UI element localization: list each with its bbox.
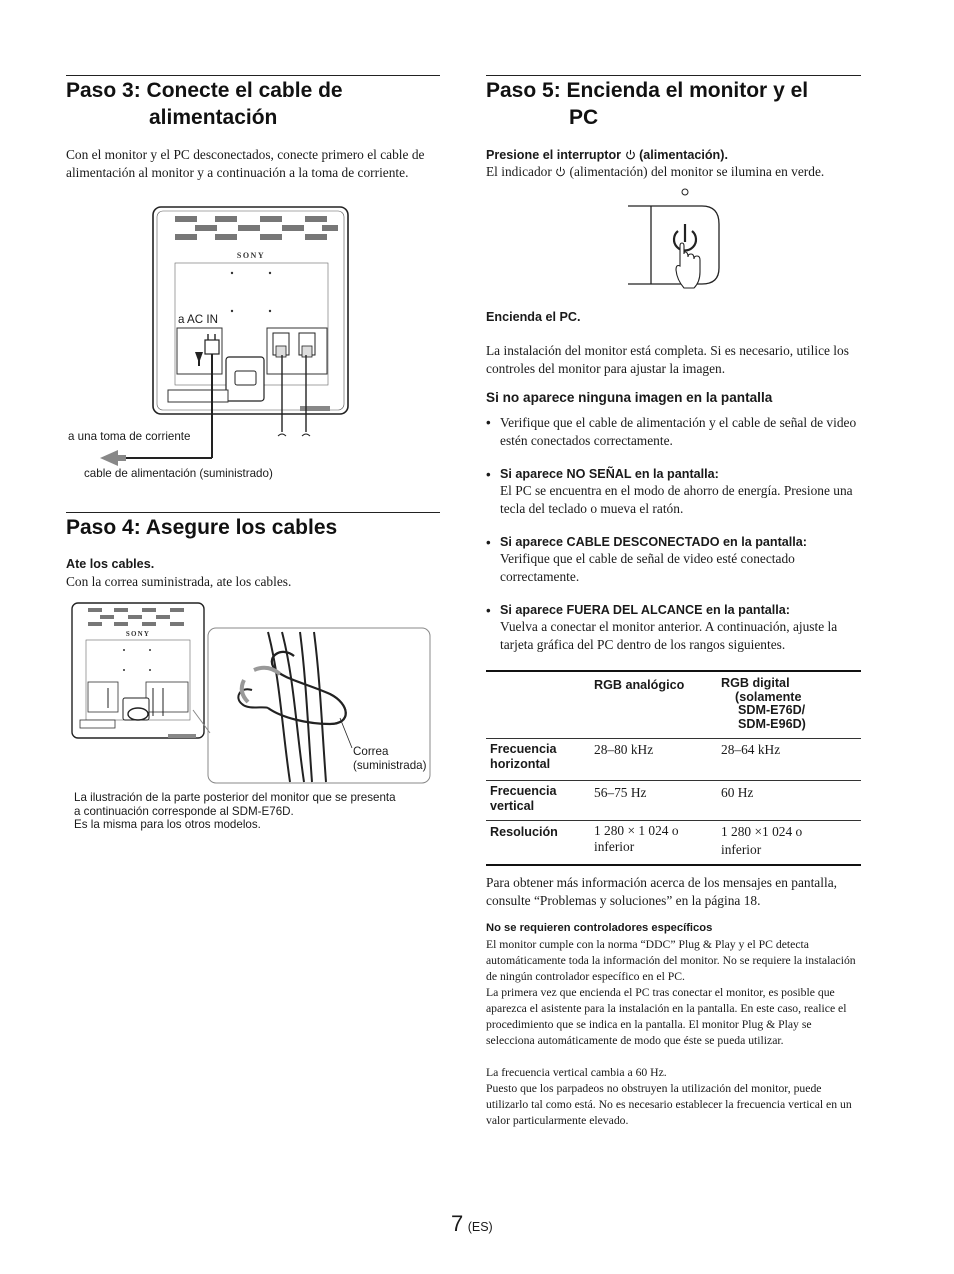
bullet-label: • Si aparece NO SEÑAL en la pantalla:: [500, 467, 719, 481]
step1-body-a: El indicador: [486, 164, 552, 179]
label-toma-corriente: a una toma de corriente: [68, 430, 191, 443]
paso5-heading-line1: Paso 5: Encienda el monitor y el: [486, 79, 809, 102]
cell-line-1: 1 280 × 1 024 o: [594, 823, 679, 838]
table-cell-label: [486, 739, 594, 781]
paso5-heading: [486, 77, 866, 131]
label-correa-line1: Correa: [353, 745, 389, 758]
paso3-heading: [66, 77, 446, 131]
table-row: [486, 821, 861, 866]
header-model-2: SDM-E96D): [738, 716, 806, 731]
drivers-paragraph-1: El monitor cumple con la norma “DDC” Plug & Play y el PC detecta automáticamente toda la información del monitor. No se requiere la instalación de ningún controlador específico en el PC.: [486, 938, 856, 983]
monitor-rear-power-illustration: [60, 200, 360, 490]
table-header-row: [486, 671, 861, 739]
note-line2: a continuación corresponde al SDM-E76D.: [74, 804, 294, 818]
more-info-text: Para obtener más información acerca de los mensajes en pantalla, consulte “Problemas y soluciones” en la página 18.: [486, 875, 837, 908]
page-number: [451, 1211, 493, 1237]
table-row: [486, 739, 861, 781]
header-model-1: SDM-E76D/: [738, 703, 806, 717]
drivers-text: [486, 937, 862, 1129]
table-cell-label: [486, 781, 594, 821]
header-solamente: (solamente: [735, 689, 802, 704]
cell-line-1: 1 280 ×1 024 o: [721, 824, 803, 839]
list-item: [486, 602, 862, 653]
drivers-paragraph-4: Puesto que los parpadeos no obstruyen la utilización del monitor, puede utilizarlo tal como está. No es necesario establecer la frecuencia vertical en un valor particularmente elevado.: [486, 1082, 852, 1127]
bullet-body: Verifique que el cable de alimentación y el cable de señal de video estén conectados correctamente.: [500, 415, 857, 448]
paso5-step1-body: [486, 163, 866, 181]
label-correa: [353, 745, 426, 772]
bullet-body: Verifique que el cable de señal de video esté conectado correctamente.: [500, 551, 795, 584]
list-item: [486, 414, 862, 449]
list-item: [486, 534, 862, 585]
header-digital: RGB digital: [721, 676, 790, 690]
row-label-1: Frecuencia: [490, 742, 557, 756]
cell-line-2: inferior: [721, 842, 762, 857]
label-cable-alimentacion: cable de alimentación (suministrado): [84, 467, 273, 480]
paso4-step-label: Ate los cables.: [66, 557, 155, 571]
step1-label-b: (alimentación).: [639, 148, 728, 162]
power-symbol-icon: [625, 149, 636, 160]
bullet-label: • Si aparece CABLE DESCONECTADO en la pantalla:: [500, 535, 807, 549]
paso3-rule: [66, 75, 440, 76]
table-cell-label: Resolución: [490, 825, 558, 839]
list-item: [486, 466, 862, 517]
paso5-step2-label: Encienda el PC.: [486, 310, 581, 324]
bullet-body: Vuelva a conectar el monitor anterior. A continuación, ajuste la tarjeta gráfica del PC dentro de los rangos siguientes.: [500, 619, 838, 652]
step1-label-a: Presione el interruptor: [486, 148, 622, 162]
paso5-rule: [486, 75, 861, 76]
page-number-value: 7: [451, 1211, 464, 1236]
paso4-heading: Paso 4: Asegure los cables: [66, 516, 338, 539]
paso5-step1-label: [486, 147, 866, 163]
paso4-illustration-note: [74, 791, 396, 832]
install-complete-text: La instalación del monitor está completa. Si es necesario, utilice los controles del monitor para ajustar la imagen.: [486, 343, 849, 376]
drivers-heading: No se requieren controladores específicos: [486, 922, 713, 934]
frequency-table: [486, 670, 861, 866]
power-symbol-icon: [555, 166, 566, 177]
table-header-cell: [486, 671, 594, 739]
row-label-2: vertical: [490, 798, 535, 813]
sony-logo-small: SONY: [125, 630, 151, 638]
label-correa-line2: (suministrada): [353, 758, 427, 772]
paso4-rule: [66, 512, 440, 513]
note-line1: La ilustración de la parte posterior del monitor que se presenta: [74, 791, 396, 804]
note-line3: Es la misma para los otros modelos.: [74, 818, 261, 831]
paso3-heading-line1: Paso 3: Conecte el cable de: [66, 79, 343, 102]
paso3-heading-line2: alimentación: [149, 106, 278, 129]
cell-line-2: inferior: [594, 838, 635, 854]
troubleshoot-list: [486, 414, 862, 653]
drivers-paragraph-3: La frecuencia vertical cambia a 60 Hz.: [486, 1066, 667, 1079]
paso4-step-body: Con la correa suministrada, ate los cables.: [66, 574, 292, 589]
table-cell: 28–80 kHz: [594, 742, 654, 757]
table-row: [486, 781, 861, 821]
bullet-label: • Si aparece FUERA DEL ALCANCE en la pantalla:: [500, 603, 790, 617]
table-header-cell: RGB analógico: [594, 678, 685, 692]
paso5-heading-line2: PC: [569, 106, 599, 129]
drivers-paragraph-2: La primera vez que encienda el PC tras conectar el monitor, es posible que aparezca el asistente para la instalación en la pantalla. En este caso, realice el procedimiento que se indica en la pantalla. El monitor Plug & Play se selecciona automáticamente de modo que éste se pueda utilizar.: [486, 986, 847, 1047]
paso3-body: Con el monitor y el PC desconectados, conecte primero el cable de alimentación al monitor y a continuación a la toma de corriente.: [66, 147, 425, 180]
table-cell: [721, 821, 861, 866]
table-header-cell: [721, 671, 861, 739]
table-cell: 28–64 kHz: [721, 742, 781, 757]
row-label-2: horizontal: [490, 756, 551, 771]
table-cell: 56–75 Hz: [594, 785, 647, 800]
no-image-heading: Si no aparece ninguna imagen en la pantalla: [486, 390, 773, 405]
step1-body-b: (alimentación) del monitor se ilumina en verde.: [569, 164, 825, 179]
sony-logo: SONY: [236, 251, 266, 260]
table-cell: 60 Hz: [721, 785, 754, 800]
label-ac-in: a AC IN: [178, 313, 218, 326]
page-lang: (ES): [467, 1220, 493, 1234]
row-label-1: Frecuencia: [490, 784, 557, 798]
table-cell: [594, 821, 721, 866]
power-button-illustration: [620, 184, 730, 304]
bullet-body: El PC se encuentra en el modo de ahorro de energía. Presione una tecla del teclado o mueva el ratón.: [500, 483, 853, 516]
